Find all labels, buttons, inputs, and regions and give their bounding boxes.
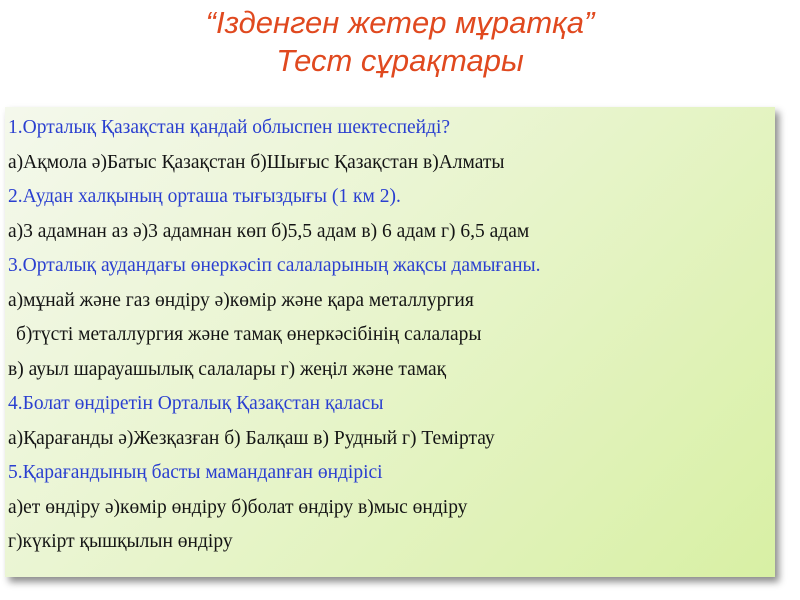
question-2: 2.Аудан халқының орташа тығыздығы (1 км 2). [8,186,401,207]
slide-title [0,4,800,80]
slide-title-line-1: “Ізденген жетер мұратқа” [205,5,595,40]
answers-1: а)Ақмола ә)Батыс Қазақстан б)Шығыс Қазақстан в)Алматы [8,151,505,173]
question-1: 1.Орталық Қазақстан қандай облыспен шектеспейді? [8,117,451,138]
answers-2: а)3 адамнан аз ә)3 адамнан көп б)5,5 адам в) 6 адам г) 6,5 адам [8,220,530,242]
answers-4: а)Қарағанды ә)Жезқазған б) Балқаш в) Рудный г) Теміртау [8,427,495,449]
question-4: 4.Болат өндіретін Орталық Қазақстан қаласы [8,393,384,414]
answers-3-line-1: а)мұнай және газ өндіру ә)көмір және қара металлургия [8,289,474,311]
test-content [8,114,778,563]
question-3: 3.Орталық аудандағы өнеркәсіп салаларының жақсы дамығаны. [8,255,541,276]
answers-5-line-2: г)күкірт қышқылын өндіру [8,531,233,552]
answers-5-line-1: а)ет өндіру ә)көмір өндіру б)болат өндіру в)мыс өндіру [8,496,468,518]
slide-title-line-2: Тест сұрақтары [276,43,524,78]
question-5: 5.Қарағандының басты мамандanған өндірісі [8,462,383,483]
answers-3-line-2: б)түсті металлургия және тамақ өнеркәсібінің салалары [16,324,482,345]
answers-3-line-3: в) ауыл шарауашылық салалары г) жеңіл және тамақ [8,358,447,380]
